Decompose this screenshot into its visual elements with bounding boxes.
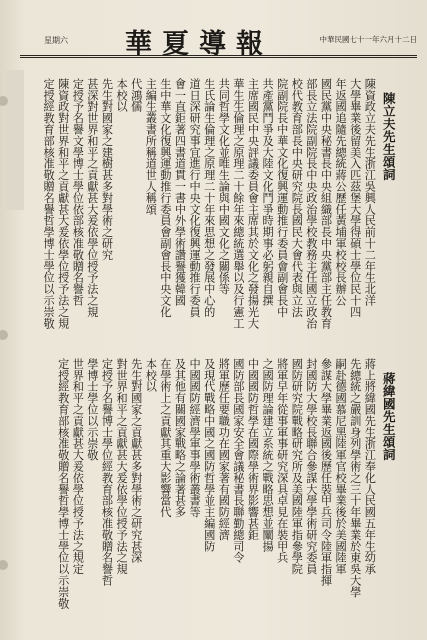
article1-column: 共同哲學文化並唯生論與中國文化之關係等 [217,78,231,295]
article1-column: 大學畢業後留美入匹茲堡大學得碩士學位民十四 [348,78,362,318]
masthead-title: 華夏導報 [125,29,273,60]
binding-margin [6,70,24,210]
article1-column: 生氏論生倫理之原理二十年來思想之發展中心的 [202,78,216,318]
article1-column: 主席國民中央評議委員會主席其於文化之發揚光大 [246,78,260,329]
article2-column: 定授經教育部核准敬贈名譽哲學博士學位以示崇敬 [56,358,70,609]
article2-column: 對世界和平之貢獻甚大爰依學位授予法之規 [115,358,129,575]
article2-column: 之國防理論建立系統之戰略思想並闡揚 [261,358,275,552]
article1-column: 共產黨鬥爭及大陸文化鬥爭時期事必躬親自撰 [261,78,275,306]
article2-column: 中國國防經濟學軍事學術叢書等 [188,358,202,518]
article1-column: 道日深研究事宜進行中央文化復興運動推行委員 [188,78,202,318]
issue-label: 星期六 [44,36,68,45]
article2-column: 參謀大學畢業返國後歷任裝甲兵司令陸軍指揮 [319,358,333,586]
article2-column: 國防研究院戰略研究所及美國陸軍指參學院 [290,358,304,575]
article2-column: 定授予名譽博士學位經教育部核准敬贈名譽哲 [100,358,114,586]
article2-column: 嗣赴德國慕尼黑陸軍官校畢業後於美國陸軍 [334,358,348,575]
article1-column: 國民黨中央秘書長中央組織部長中央黨部主任教育 [319,78,333,329]
article2-column: 本校以 [144,358,158,393]
article1-column: 本校以 [115,78,129,113]
article1-column: 部長立法院副院長中央政治學校教務主任國立政治 [304,78,318,329]
article2-column: 將軍歷任要職功在國家著有國防經濟 [217,358,231,541]
article2-column: 先總統之嚴訓身列學術之三十年畢業於東吳大學 [348,358,362,598]
article1-column: 院副院長中華文化復興運動推行委員會副會長中 [275,78,289,318]
binding-hole [0,560,8,570]
article2-column: 及現代戰略中國之國防哲學並主編國防 [202,358,216,552]
article2-column: 封國防大學校長聯合參謀大學學術研究委員 [304,358,318,575]
article1-column: 會一直鉅著四書道貫一書中外學術讚譽獲韓國 [173,78,187,306]
article1-column: 定授經教育部核准敬贈名譽哲學博士學位以示崇敬 [42,78,56,329]
article1-column: 校代教育部長中央研究院長國民大會代表與立法 [290,78,304,318]
header-rule [20,55,417,58]
article2-column: 世界和平之貢獻甚大爰依學位授予法之規定 [71,358,85,575]
article1-column: 甚深對世界和平之貢獻甚大爰依學位授予法之規 [85,78,99,318]
article2-column: 蔣上將緯國先生浙江奉化人民國五年生幼承 [363,358,377,575]
binding-hole [0,330,8,340]
article1-column: 華生生倫理之原理二十餘年來總統選舉以及行憲工 [231,78,245,329]
article1-column: 主編生叢書所稱道世人稱頌 [144,78,158,215]
article1-column: 代鴻儒 [129,78,143,113]
article2-column: 將軍早年從事軍事研究深具卓見在裝甲兵 [275,358,289,564]
date-line: 中華民國七十一年六月十二日 [319,35,417,44]
article2-column: 學博士學位以示崇敬 [85,358,99,461]
article2-heading: 蔣緯國先生頌詞 [381,372,397,461]
article2-column: 國防部長國家安全會議秘書長聯勤總司令 [231,358,245,564]
article2-column: 先生對國家之貢獻甚多對學術之研究甚深 [129,358,143,564]
article1-column: 陳資政對世界和平之貢獻甚大爰依學位授予法之規 [56,78,70,329]
article1-column: 年返國追隨先總統蔣公歷任黃埔軍校校長辦公 [334,78,348,306]
article2-column: 在學術上之貢獻其重大影響當代 [158,358,172,518]
article1-column: 定授予名譽文學博士學位依部核准敬贈名譽哲 [71,78,85,306]
article1-heading: 陳立夫先生頌詞 [381,92,397,181]
article2-column: 及其他有關國家戰略之論著甚多 [173,358,187,518]
article1-column: 生中華文化復興運動推行委員會副會長中央文化 [158,78,172,318]
article2-column: 中國國防哲學在國際學術界影響甚鉅 [246,358,260,541]
article1-column: 陳資政立夫先生浙江吳興人民前十二年生北洋 [363,78,377,306]
article1-column: 先生對國家之建樹甚多對學術之研究 [100,78,114,261]
